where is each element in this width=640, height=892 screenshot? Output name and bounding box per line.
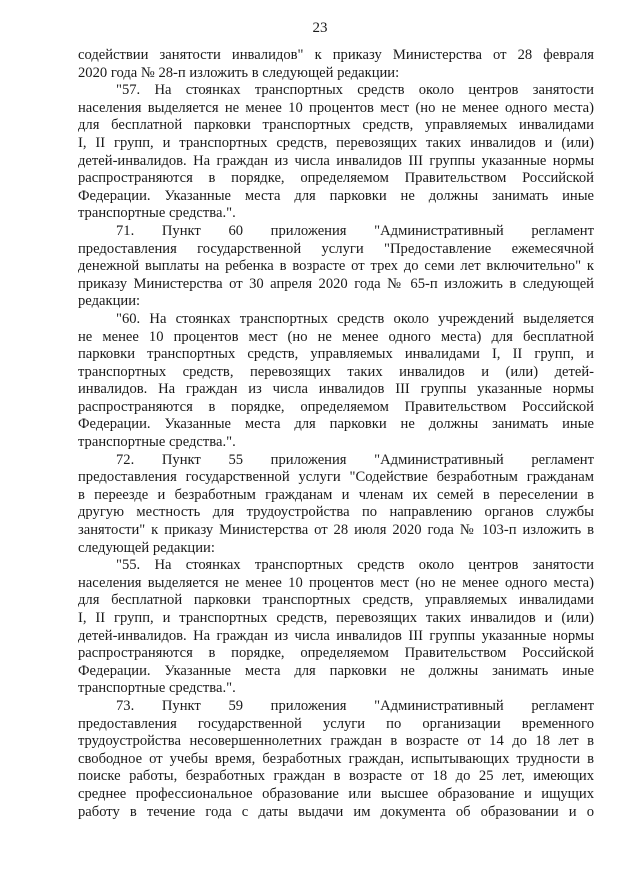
text-line: распространяются в порядке, определяемом Правительством Российской bbox=[78, 645, 594, 662]
text-line: 2020 года № 28-п изложить в следующей редакции: bbox=[78, 64, 400, 81]
text-line: населения выделяется не менее 10 процентов мест (но не менее одного места) bbox=[78, 574, 594, 591]
text-line: детей-инвалидов. На граждан из числа инвалидов III группы указанные нормы bbox=[78, 627, 594, 644]
text-line: I, II групп, и транспортных средств, перевозящих таких инвалидов и (или) bbox=[78, 610, 594, 626]
text-line: 72. Пункт 55 приложения "Административный регламент bbox=[116, 451, 594, 468]
page-number: 23 bbox=[312, 20, 328, 36]
text-line: I, II групп, и транспортных средств, перевозящих таких инвалидов и (или) bbox=[78, 134, 594, 151]
text-line: "57. На стоянках транспортных средств около центров занятости bbox=[116, 82, 594, 99]
text-line: работу в течение года с даты выдачи им документа об образовании и о bbox=[78, 803, 594, 820]
text-line: следующей редакции: bbox=[78, 539, 215, 556]
text-line: предоставления государственной услуги по организации временного bbox=[78, 715, 594, 732]
text-line: для бесплатной парковки транспортных средств, управляемых инвалидами bbox=[78, 117, 594, 134]
text-line: поиске работы, безработных граждан в возрасте от 18 до 25 лет, имеющих bbox=[78, 768, 594, 785]
text-line: Федерации. Указанные места для парковки не должны занимать иные bbox=[78, 662, 594, 679]
text-line: "55. На стоянках транспортных средств около центров занятости bbox=[116, 557, 594, 574]
text-line: транспортных средств, перевозящих таких инвалидов и (или) детей- bbox=[78, 363, 594, 380]
text-line: транспортные средства.". bbox=[78, 680, 236, 697]
text-line: парковки транспортных средств, управляемых инвалидами I, II групп, и bbox=[78, 346, 594, 363]
text-line: транспортные средства.". bbox=[78, 205, 236, 222]
text-line: 71. Пункт 60 приложения "Административный регламент bbox=[116, 222, 594, 239]
text-line: для бесплатной парковки транспортных средств, управляемых инвалидами bbox=[78, 592, 594, 609]
document-body bbox=[78, 47, 594, 821]
text-line: населения выделяется не менее 10 процентов мест (но не менее одного места) bbox=[78, 99, 594, 116]
text-line: содействии занятости инвалидов" к приказу Министерства от 28 февраля bbox=[78, 47, 594, 63]
text-line: транспортные средства.". bbox=[78, 434, 236, 451]
text-line: Федерации. Указанные места для парковки не должны занимать иные bbox=[78, 187, 594, 204]
text-line: трудоустройства несовершеннолетних граждан в возрасте от 14 до 18 лет в bbox=[78, 733, 594, 750]
text-line: среднее профессиональное образование или высшее образование и ищущих bbox=[78, 785, 594, 802]
text-line: в переезде и безработным гражданам и членам их семей в переселении в bbox=[78, 486, 594, 503]
text-line: детей-инвалидов. На граждан из числа инвалидов III группы указанные нормы bbox=[78, 152, 594, 169]
text-line: редакции: bbox=[78, 293, 141, 310]
text-line: приказу Министерства от 30 апреля 2020 года № 65-п изложить в следующей bbox=[78, 275, 594, 292]
text-line: денежной выплаты на ребенка в возрасте от трех до семи лет включительно" к bbox=[78, 258, 594, 275]
text-line: другую местность для трудоустройства по направлению органов службы bbox=[78, 504, 594, 521]
text-line: Федерации. Указанные места для парковки не должны занимать иные bbox=[78, 416, 594, 433]
text-line: распространяются в порядке, определяемом Правительством Российской bbox=[78, 170, 594, 187]
text-line: свободное от учебы время, безработных граждан, испытывающих трудности в bbox=[78, 750, 594, 767]
text-line: занятости" к приказу Министерства от 28 июля 2020 года № 103-п изложить в bbox=[78, 522, 594, 539]
text-line: не менее 10 процентов мест (но не менее одного места) для бесплатной bbox=[78, 328, 594, 345]
text-line: предоставления государственной услуги "Содействие безработным гражданам bbox=[78, 469, 594, 486]
text-line: инвалидов. На граждан из числа инвалидов III группы указанные нормы bbox=[78, 381, 594, 398]
text-line: распространяются в порядке, определяемом Правительством Российской bbox=[78, 398, 594, 415]
text-line: "60. На стоянках транспортных средств около учреждений выделяется bbox=[116, 310, 594, 327]
text-line: 73. Пункт 59 приложения "Административный регламент bbox=[116, 697, 594, 714]
text-line: предоставления государственной услуги "Предоставление ежемесячной bbox=[78, 240, 594, 257]
